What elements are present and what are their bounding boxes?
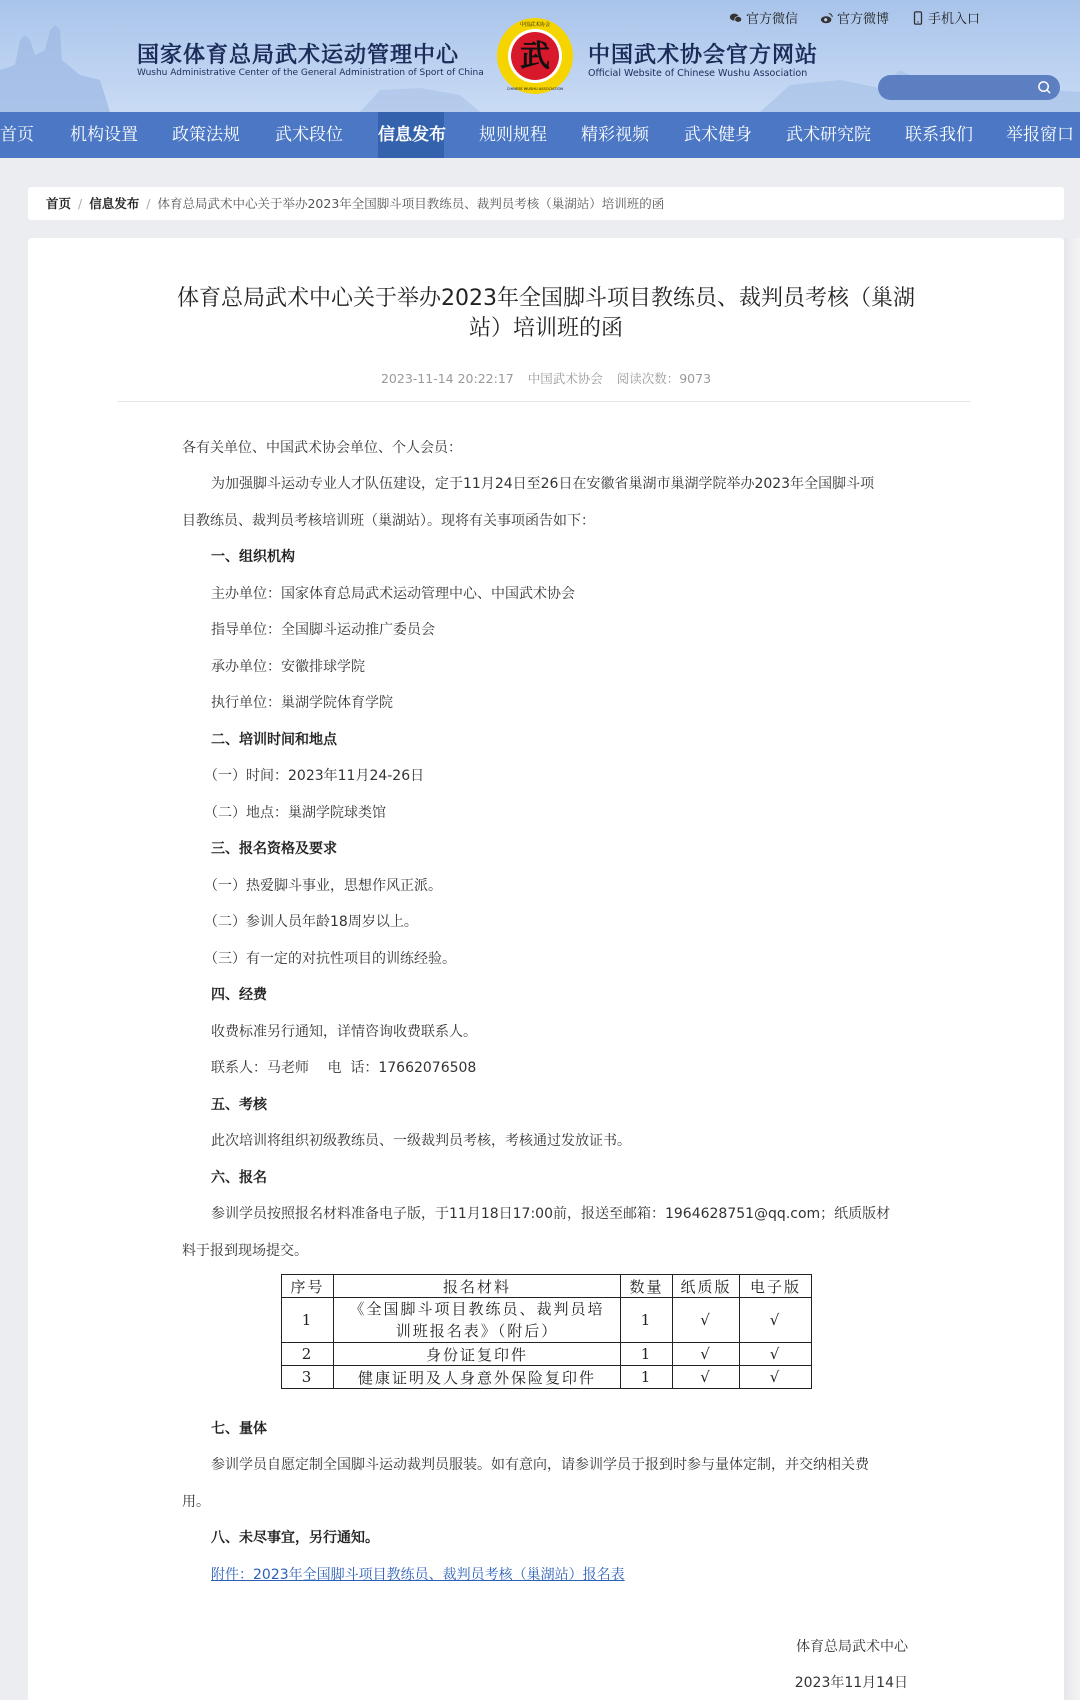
section-7-title: 七、量体 — [211, 1421, 267, 1437]
nav-item-fitness[interactable]: 武术健身 — [684, 125, 752, 145]
weibo-icon — [820, 11, 834, 25]
page-edge — [1064, 238, 1080, 1700]
section-3-line2: （二）参训人员年龄18周岁以上。 — [204, 914, 418, 930]
section-6-line1: 参训学员按照报名材料准备电子版，于11月18日17:00前，报送至邮箱：1964628751@qq.com；纸质版材 — [211, 1206, 891, 1222]
nav-item-videos[interactable]: 精彩视频 — [581, 125, 649, 145]
article-meta — [28, 369, 1064, 387]
site-title-en2: Official Website of Chinese Wushu Association — [588, 68, 808, 79]
mobile-label: 手机入口 — [927, 12, 980, 27]
row-qty: 1 — [621, 1343, 673, 1366]
title-divider — [118, 401, 970, 402]
logo-ring-top: 中国武术协会 — [519, 22, 551, 28]
intro-line2: 目教练员、裁判员考核培训班（巢湖站）。现将有关事项函告如下： — [182, 513, 595, 529]
nav-item-organization[interactable]: 机构设置 — [70, 125, 138, 145]
section-1-line2: 指导单位：全国脚斗运动推广委员会 — [211, 622, 435, 638]
row-paper: √ — [673, 1298, 740, 1343]
section-4-title: 四、经费 — [211, 987, 267, 1003]
section-2-line2: （二）地点：巢湖学院球类馆 — [204, 805, 386, 821]
mobile-icon — [911, 11, 925, 25]
section-4-contact: 联系人：马老师 电 话：17662076508 — [211, 1060, 477, 1076]
site-title-en: Wushu Administrative Center of the General Administration of Sport of China — [137, 68, 484, 78]
row-material — [334, 1298, 621, 1343]
row-no: 2 — [282, 1343, 334, 1366]
section-1-line1: 主办单位：国家体育总局武术运动管理中心、中国武术协会 — [211, 586, 575, 602]
section-5-title: 五、考核 — [211, 1097, 267, 1113]
table-header-qty: 数量 — [621, 1275, 673, 1298]
top-links — [729, 8, 980, 27]
row-paper: √ — [673, 1366, 740, 1389]
search-icon[interactable] — [1037, 80, 1052, 95]
nav-item-policy[interactable]: 政策法规 — [172, 125, 240, 145]
row-material-line1: 《全国脚斗项目教练员、裁判员培 — [349, 1300, 605, 1318]
section-6-line2: 料于报到现场提交。 — [182, 1243, 308, 1259]
article-title-line1: 体育总局武术中心关于举办2023年全国脚斗项目教练员、裁判员考核（巢湖 — [177, 286, 915, 311]
wushu-association-logo[interactable] — [496, 17, 574, 95]
wechat-link[interactable] — [729, 8, 798, 27]
row-qty: 1 — [621, 1366, 673, 1389]
article-title-line2: 站）培训班的函 — [468, 316, 623, 341]
row-no: 3 — [282, 1366, 334, 1389]
article-date: 2023-11-14 20:22:17 — [380, 371, 514, 386]
wechat-label: 官方微信 — [745, 12, 798, 27]
search-input[interactable] — [878, 75, 1028, 100]
table-row — [282, 1343, 812, 1366]
nav-item-report[interactable]: 举报窗口 — [1006, 125, 1074, 145]
breadcrumb-separator: / — [146, 196, 151, 211]
article-source: 中国武术协会 — [527, 371, 603, 386]
section-3-line3: （三）有一定的对抗性项目的训练经验。 — [204, 951, 456, 967]
section-5-line1: 此次培训将组织初级教练员、一级裁判员考核，考核通过发放证书。 — [211, 1133, 631, 1149]
intro-line1: 为加强脚斗运动专业人才队伍建设，定于11月24日至26日在安徽省巢湖市巢湖学院举办2023年全国脚斗项 — [211, 476, 875, 492]
attachment-link[interactable]: 附件：2023年全国脚斗项目教练员、裁判员考核（巢湖站）报名表 — [211, 1567, 625, 1583]
nav-item-news[interactable]: 信息发布 — [378, 112, 444, 158]
breadcrumb-current: 体育总局武术中心关于举办2023年全国脚斗项目教练员、裁判员考核（巢湖站）培训班的函 — [157, 196, 665, 211]
signature-org: 体育总局武术中心 — [796, 1639, 908, 1655]
section-3-title: 三、报名资格及要求 — [211, 841, 337, 857]
table-row — [282, 1298, 812, 1343]
main-nav — [0, 112, 1080, 158]
logo-ring-bottom: CHINESE WUSHU ASSOCIATION — [506, 87, 564, 91]
row-paper: √ — [673, 1343, 740, 1366]
section-1-title: 一、组织机构 — [211, 549, 295, 565]
logo-char: 武 — [520, 39, 550, 74]
section-2-line1: （一）时间：2023年11月24-26日 — [204, 768, 425, 784]
breadcrumb-separator: / — [78, 196, 83, 211]
materials-table — [281, 1274, 812, 1389]
table-header-digital: 电子版 — [740, 1275, 812, 1298]
breadcrumb-home[interactable]: 首页 — [46, 196, 72, 211]
article — [28, 238, 1064, 1700]
article-views: 阅读次数：9073 — [616, 371, 712, 386]
nav-item-duanwei[interactable]: 武术段位 — [275, 125, 343, 145]
article-title — [170, 284, 922, 344]
table-header-paper: 纸质版 — [673, 1275, 740, 1298]
site-title-cn2: 中国武术协会官方网站 — [588, 43, 819, 68]
weibo-label: 官方微博 — [836, 12, 889, 27]
table-header-material: 报名材料 — [334, 1275, 621, 1298]
row-material: 身份证复印件 — [334, 1343, 621, 1366]
wechat-icon — [729, 11, 743, 25]
site-title-cn: 国家体育总局武术运动管理中心 — [137, 43, 460, 68]
section-7-line2: 用。 — [182, 1494, 210, 1510]
nav-item-institute[interactable]: 武术研究院 — [786, 125, 871, 145]
search-box — [878, 75, 1060, 100]
row-material: 健康证明及人身意外保险复印件 — [334, 1366, 621, 1389]
section-1-line3: 承办单位：安徽排球学院 — [211, 659, 365, 675]
row-digital: √ — [740, 1343, 812, 1366]
table-header-no: 序号 — [282, 1275, 334, 1298]
section-3-line1: （一）热爱脚斗事业，思想作风正派。 — [204, 878, 442, 894]
breadcrumb — [28, 187, 1064, 220]
row-digital: √ — [740, 1298, 812, 1343]
site-header — [0, 0, 1080, 112]
table-row — [282, 1366, 812, 1389]
row-qty: 1 — [621, 1298, 673, 1343]
section-8-title: 八、未尽事宜，另行通知。 — [211, 1530, 379, 1546]
weibo-link[interactable] — [820, 8, 889, 27]
nav-item-rules[interactable]: 规则规程 — [479, 125, 547, 145]
section-7-line1: 参训学员自愿定制全国脚斗运动裁判员服装。如有意向，请参训学员于报到时参与量体定制，并交纳相关费 — [211, 1457, 869, 1473]
section-1-line4: 执行单位：巢湖学院体育学院 — [211, 695, 393, 711]
row-digital: √ — [740, 1366, 812, 1389]
breadcrumb-section[interactable]: 信息发布 — [89, 196, 140, 211]
signature-date: 2023年11月14日 — [794, 1675, 908, 1691]
salutation: 各有关单位、中国武术协会单位、个人会员： — [182, 440, 462, 456]
mobile-link[interactable] — [911, 8, 980, 27]
nav-item-contact[interactable]: 联系我们 — [905, 125, 973, 145]
section-2-title: 二、培训时间和地点 — [211, 732, 337, 748]
row-no: 1 — [282, 1298, 334, 1343]
nav-item-home[interactable]: 首页 — [0, 125, 34, 145]
section-6-title: 六、报名 — [211, 1170, 267, 1186]
row-material-line2: 训班报名表》（附后） — [395, 1322, 559, 1340]
section-4-line1: 收费标准另行通知，详情咨询收费联系人。 — [211, 1024, 477, 1040]
